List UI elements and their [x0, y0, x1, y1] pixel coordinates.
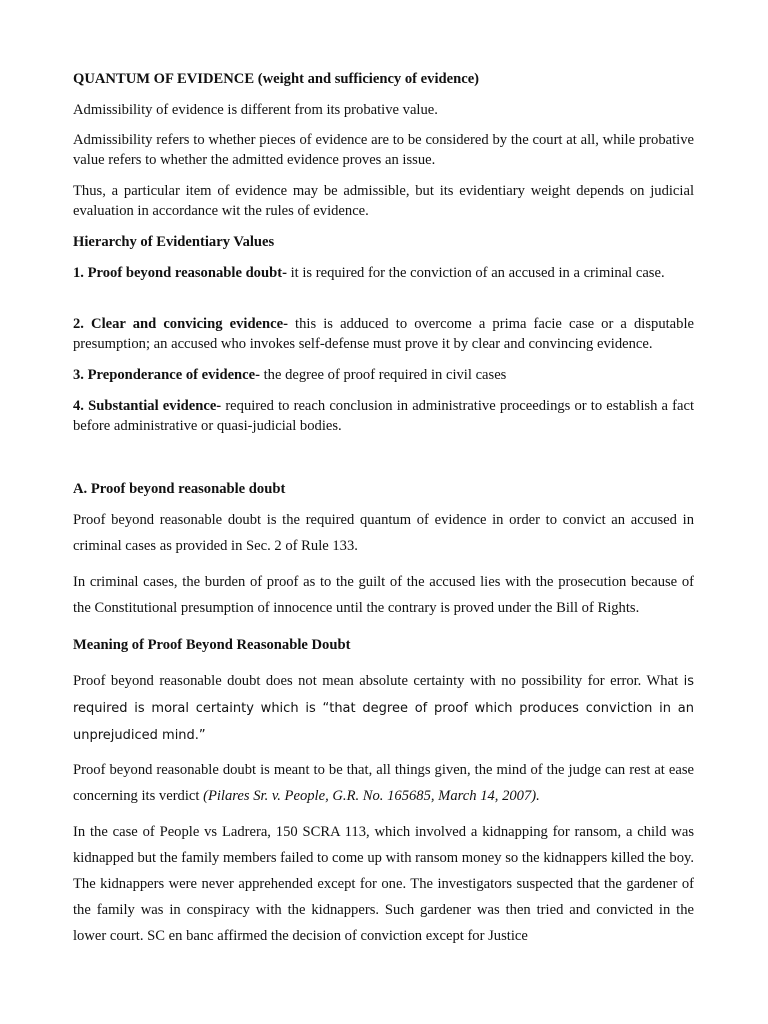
meaning-paragraph-1-b: is required is moral certainty which is “that degree of proof which produces conviction in an unprejudiced mind.” [73, 674, 694, 743]
hierarchy-item-3 [73, 365, 694, 385]
case-citation: (Pilares Sr. v. People, G.R. No. 165685, March 14, 2007). [203, 788, 540, 804]
hierarchy-desc: it is required for the conviction of an accused in a criminal case. [286, 265, 665, 281]
hierarchy-desc: required to reach conclusion in administrative proceedings or to establish a fact before administrative or quasi-judicial bodies. [73, 398, 695, 434]
intro-paragraph-1: Admissibility of evidence is different from its probative value. [73, 102, 438, 118]
hierarchy-desc: this is adduced to overcome a prima facie case or a disputable presumption; an accused who invokes self-defense must prove it by clear and convincing evidence. [73, 316, 694, 352]
section-a-paragraph-2: In criminal cases, the burden of proof as to the guilt of the accused lies with the prosecution because of the Constitutional presumption of innocence until the contrary is proved under the Bill of Rights. [73, 574, 694, 616]
hierarchy-item-4 [73, 396, 694, 436]
section-a-heading: A. Proof beyond reasonable doubt [73, 481, 286, 497]
section-a-paragraph-1: Proof beyond reasonable doubt is the required quantum of evidence in order to convict an accused in criminal cases as provided in Sec. 2 of Rule 133. [73, 512, 694, 554]
hierarchy-term: 2. Clear and convicing evidence- [73, 316, 288, 332]
intro-paragraph-3: Thus, a particular item of evidence may be admissible, but its evidentiary weight depends on judicial evaluation in accordance wit the rules of evidence. [73, 183, 694, 219]
hierarchy-desc: the degree of proof required in civil cases [259, 367, 507, 383]
hierarchy-item-1 [73, 263, 694, 283]
meaning-paragraph-1 [73, 668, 694, 749]
meaning-heading: Meaning of Proof Beyond Reasonable Doubt [73, 637, 351, 653]
intro-paragraph-2: Admissibility refers to whether pieces of evidence are to be considered by the court at all, while probative value refers to whether the admitted evidence proves an issue. [73, 132, 694, 168]
hierarchy-item-2 [73, 314, 694, 354]
ladrera-paragraph: In the case of People vs Ladrera, 150 SCRA 113, which involved a kidnapping for ransom, a child was kidnapped but the family members failed to come up with ransom money so the kidnappers killed the boy. The kidnappers were never apprehended except for one. The investigators suspected that the gardener of the family was in conspiracy with the kidnappers. Such gardener was then tried and convicted in the lower court. SC en banc affirmed the decision of conviction except for Justice [73, 824, 694, 944]
meaning-paragraph-2 [73, 757, 694, 809]
hierarchy-term: 3. Preponderance of evidence- [73, 367, 260, 383]
hierarchy-term: 4. Substantial evidence- [73, 398, 222, 414]
document-title: QUANTUM OF EVIDENCE (weight and sufficiency of evidence) [73, 71, 480, 87]
hierarchy-heading: Hierarchy of Evidentiary Values [73, 234, 275, 250]
meaning-paragraph-1-a: Proof beyond reasonable doubt does not mean absolute certainty with no possibility for error. What [73, 673, 679, 689]
meaning-paragraph-2-text: Proof beyond reasonable doubt is meant to be that, all things given, the mind of the judge can rest at ease concerning its verdict [73, 762, 694, 804]
hierarchy-term: 1. Proof beyond reasonable doubt- [73, 265, 287, 281]
